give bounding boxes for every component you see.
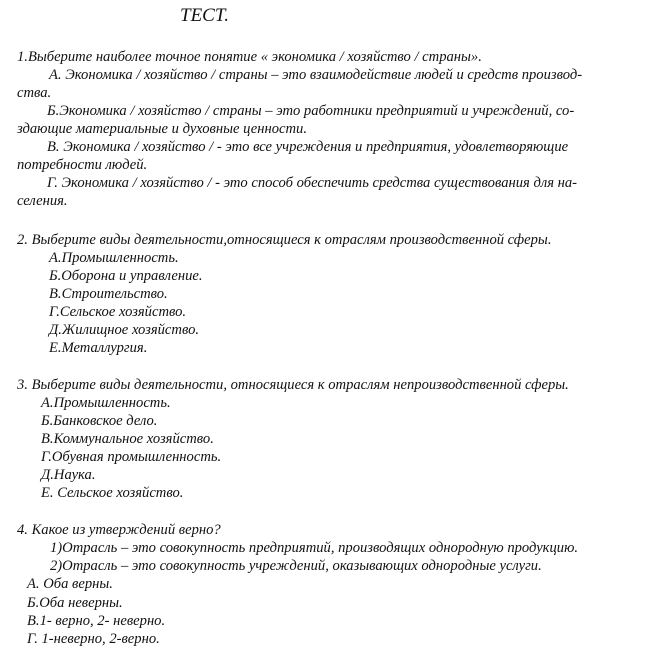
q4-statement: 2)Отрасль – это совокупность учреждений, оказывающих однородные услуги.: [50, 558, 542, 574]
q2-option: А.Промышленность.: [49, 250, 179, 266]
q4-statement: 1)Отрасль – это совокупность предприятий, производящих однородную продукцию.: [50, 540, 579, 556]
q3-option: Е. Сельское хозяйство.: [41, 485, 184, 501]
question-1: 1.Выберите наиболее точное понятие « экономика / хозяйство / страны».: [17, 49, 482, 65]
q1-option-d-cont: селения.: [17, 193, 68, 209]
q1-option-a-cont: ства.: [17, 85, 52, 101]
q2-option: Г.Сельское хозяйство.: [49, 304, 187, 320]
q4-option: Г. 1-неверно, 2-верно.: [27, 631, 160, 647]
q1-option-c: В. Экономика / хозяйство / - это все учреждения и предприятия, удовлетворяющие: [47, 139, 569, 155]
q4-option: В.1- верно, 2- неверно.: [27, 613, 166, 629]
q1-option-c-cont: потребности людей.: [17, 157, 148, 173]
q2-option: Е.Металлургия.: [49, 340, 148, 356]
question-4: 4. Какое из утверждений верно?: [17, 522, 221, 538]
q3-option: Б.Банковское дело.: [41, 413, 158, 429]
q2-option: В.Строительство.: [49, 286, 168, 302]
q1-option-a: А. Экономика / хозяйство / страны – это взаимодействие людей и средств производ-: [49, 67, 583, 83]
q2-option: Б.Оборона и управление.: [49, 268, 203, 284]
q1-option-b-cont: здающие материальные и духовные ценности.: [17, 121, 307, 137]
q2-option: Д.Жилищное хозяйство.: [49, 322, 200, 338]
question-3: 3. Выберите виды деятельности, относящиеся к отраслям непроизводственной сферы.: [17, 377, 569, 393]
q4-option: Б.Оба неверны.: [27, 595, 123, 611]
q3-option: Г.Обувная промышленность.: [41, 449, 222, 465]
q3-option: Д.Наука.: [41, 467, 96, 483]
q4-option: А. Оба верны.: [27, 576, 113, 592]
q1-option-b: Б.Экономика / хозяйство / страны – это работники предприятий и учреждений, со-: [47, 103, 575, 119]
q3-option: В.Коммунальное хозяйство.: [41, 431, 214, 447]
q3-option: А.Промышленность.: [41, 395, 171, 411]
q1-option-d: Г. Экономика / хозяйство / - это способ обеспечить средства существования для на-: [47, 175, 578, 191]
question-2: 2. Выберите виды деятельности,относящиеся к отраслям производственной сферы.: [17, 232, 552, 248]
page-title: ТЕСТ.: [180, 5, 229, 26]
